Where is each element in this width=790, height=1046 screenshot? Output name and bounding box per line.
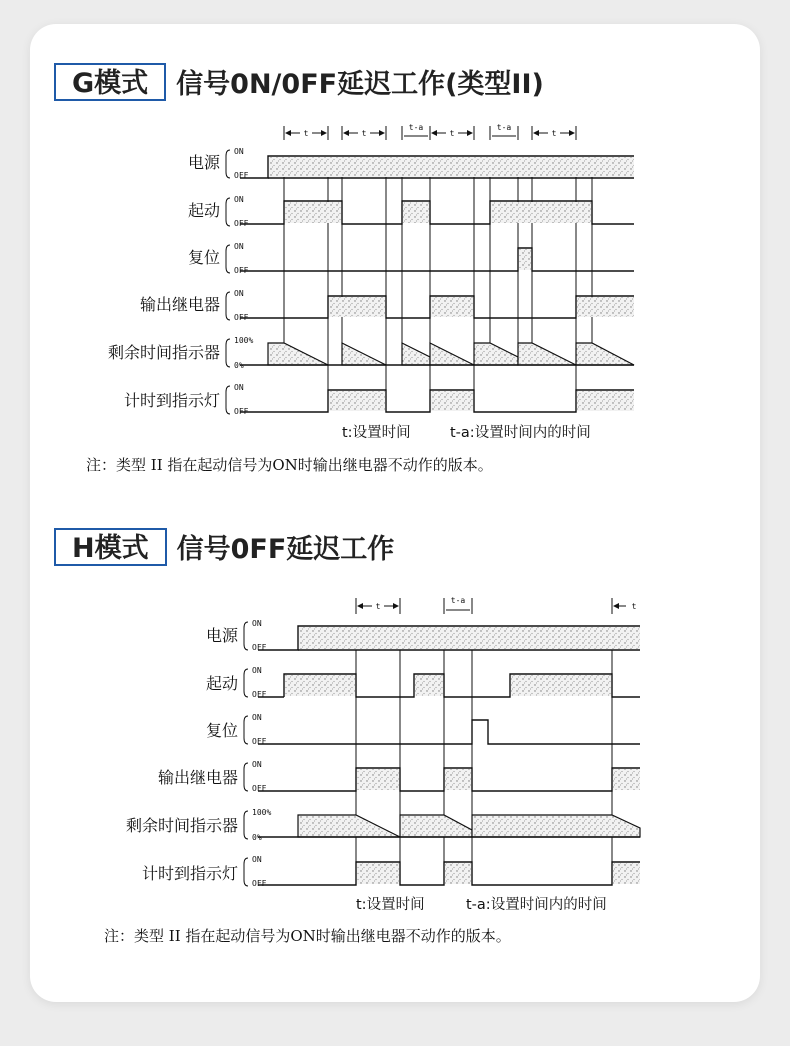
legend-ta: t-a:设置时间内的时间 [450,425,591,441]
state-on: ON [234,383,244,392]
legend-t: t:设置时间 [342,425,411,441]
legend-t: t:设置时间 [356,897,425,913]
note-h: 注：类型 II 指在起动信号为ON时输出继电器不动作的版本。 [104,927,511,945]
state-on: ON [252,760,262,769]
state-on: ON [252,713,262,722]
state-off: OFF [252,784,267,793]
timing-mark: t [449,129,455,138]
state-on: ON [234,147,244,156]
legend-ta: t-a:设置时间内的时间 [466,897,607,913]
row-label-remaining: 剩余时间指示器 [125,816,238,835]
state-on: ON [234,195,244,204]
row-label-power: 电源 [205,626,238,645]
state-off: OFF [234,407,249,416]
state-off: OFF [234,171,249,180]
timing-mark: t [303,129,309,138]
state-off: OFF [234,266,249,275]
timing-mark: t [361,129,367,138]
state-on: ON [252,666,262,675]
row-label-timeup: 计时到指示灯 [123,391,220,410]
state-off: OFF [234,313,249,322]
state-off: OFF [252,737,267,746]
timing-mark: t-a [408,123,424,132]
row-label-timeup: 计时到指示灯 [141,864,238,883]
note-g: 注：类型 II 指在起动信号为ON时输出继电器不动作的版本。 [86,456,493,474]
state-on: ON [234,242,244,251]
state-off: OFF [252,643,267,652]
timing-mark: t [375,602,381,611]
row-label-power: 电源 [187,153,220,172]
state-off: OFF [252,879,267,888]
timing-mark: t-a [450,596,466,605]
timing-mark: t [631,602,637,611]
mode-g-label: G模式 [54,63,166,101]
level-low: 0% [252,833,262,842]
mode-h-label: H模式 [54,528,167,566]
mode-h-title: 信号0FF延迟工作 [176,534,395,565]
row-label-reset: 复位 [205,721,238,740]
level-low: 0% [234,361,244,370]
mode-g-title: 信号0N/0FF延迟工作(类型II) [176,69,544,100]
row-label-output: 输出继电器 [157,768,238,787]
timing-mark: t-a [496,123,512,132]
state-on: ON [252,619,262,628]
row-label-reset: 复位 [187,248,220,267]
row-label-start: 起动 [205,674,238,693]
row-label-start: 起动 [187,201,220,220]
row-label-output: 输出继电器 [139,295,220,314]
row-label-remaining: 剩余时间指示器 [107,343,220,362]
state-on: ON [252,855,262,864]
diagram-g [86,123,634,474]
timing-mark: t [551,129,557,138]
state-off: OFF [252,690,267,699]
level-high: 100% [234,336,254,345]
level-high: 100% [252,808,272,817]
state-on: ON [234,289,244,298]
state-off: OFF [234,219,249,228]
diagram-h [104,596,640,945]
